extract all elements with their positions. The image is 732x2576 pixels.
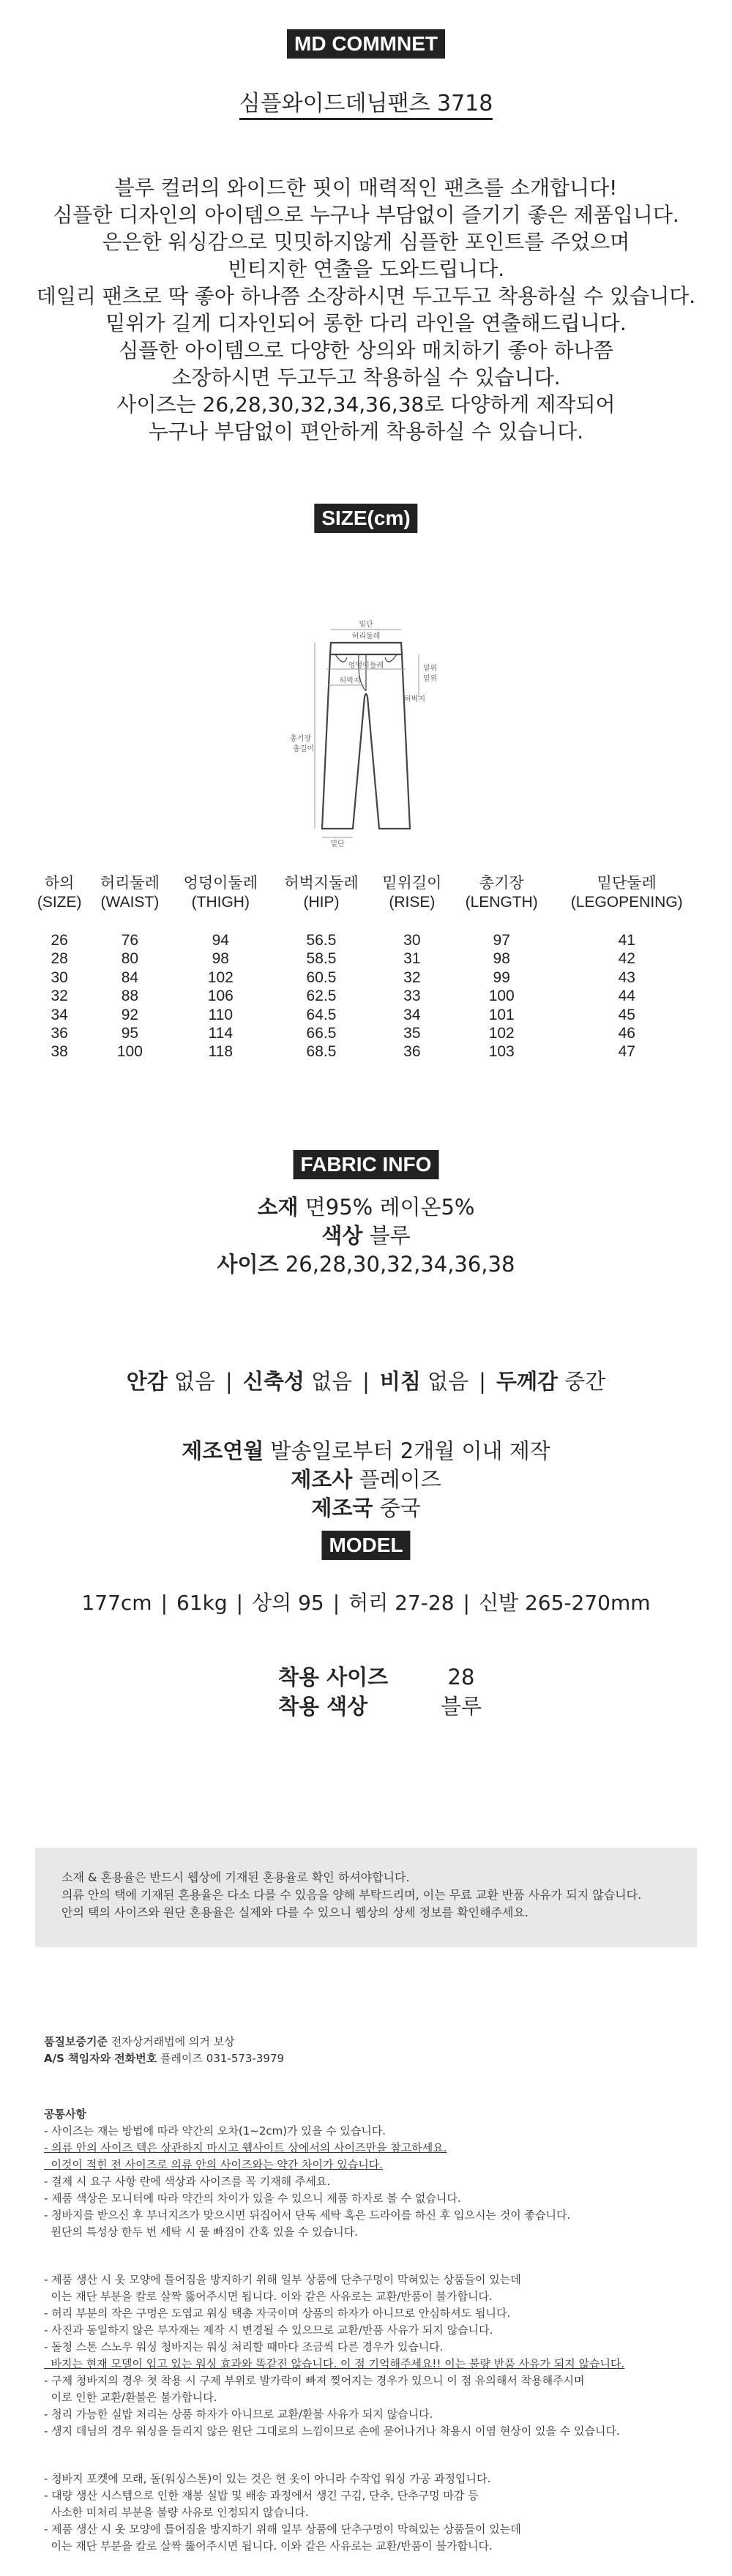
diagram-label-rise-2: 밑위 xyxy=(423,675,438,683)
table-cell: 42 xyxy=(618,950,635,968)
notice-line xyxy=(44,2504,521,2521)
table-cell: 98 xyxy=(493,950,510,968)
intro-line: 소장하시면 두고두고 착용하실 수 있습니다. xyxy=(171,365,561,389)
common-notes: 공통사항 - 사이즈는 재는 방법에 따라 약간의 오차(1~2cm)가 있을 수 있습니다. - 의류 안의 사이즈 텍은 상관하지 마시고 웹사이트 상에서의 사이즈만을 참고하세요. 이것이 적힌 전 사이즈로 의류 안의 사이즈와는 약간 차이가 있습니다. - 결제 시 요구 사항 란에 색상과 사이즈를 꼭 기재해 주세요. - 제품 색상은 모니터에 따라 약간의 차이가 있을 수 있으니 제품 하자로 볼 수 없습니다. - 청바지를 받으신 후 부너지즈가 맞으시면 뒤집어서 단독 세탁 혹은 드라이를 하신 후 입으시는 것이 좋습니다. 원단의 특성상 한두 번 세탁 시 물 빠짐이 간혹 있을 수 있습니다. xyxy=(44,2106,570,2241)
diagram-label-thigh: 허벅지 xyxy=(339,677,361,685)
notice-text: 바지는 현재 모델이 입고 있는 워싱 효과와 똑같진 않습니다. 이 점 기억해주세요!! 이는 불량 반품 사유가 되지 않습니다. xyxy=(44,2357,625,2370)
intro-line: 은은한 워싱감으로 밋밋하지않게 심플한 포인트를 주었으며 xyxy=(102,230,630,254)
fabric-properties: 안감 없음 | 신축성 없음 | 비침 없음 | 두께감 중간 xyxy=(126,1369,606,1394)
table-row xyxy=(29,1042,703,1061)
notice-line xyxy=(44,2305,624,2322)
table-cell: 60.5 xyxy=(306,968,337,986)
table-cell: 45 xyxy=(618,1006,635,1023)
notice-line xyxy=(44,2322,624,2339)
table-cell: 56.5 xyxy=(306,932,337,949)
notice-text: 원단의 특성상 한두 번 세탁 시 물 빠짐이 간혹 있을 수 있습니다. xyxy=(44,2225,359,2239)
pants-diagram xyxy=(0,609,732,851)
table-cell: 88 xyxy=(121,988,139,1005)
size-table xyxy=(29,874,703,1061)
notice-text: 사소한 미처리 부분을 불량 사유로 인정되지 않습니다. xyxy=(44,2506,309,2519)
md-comment-header: MD COMMNET xyxy=(287,29,445,59)
table-row xyxy=(29,931,703,949)
size-table-header-cell: (THIGH) xyxy=(191,894,250,911)
table-cell: 102 xyxy=(488,1025,515,1042)
notice-text: - 구제 청바지의 경우 첫 착용 시 구제 부위로 발가락이 빠져 찢어지는 경우가 있으니 이 점 유의해서 착용해주시며 xyxy=(44,2374,585,2387)
notice-line xyxy=(44,2471,521,2487)
table-cell: 33 xyxy=(403,988,421,1005)
table-cell: 28 xyxy=(51,950,68,968)
size-table-header-cell: 엉덩이둘레 xyxy=(183,875,258,892)
table-row xyxy=(29,1024,703,1042)
table-cell: 38 xyxy=(51,1043,68,1061)
notice-line: 소재 & 혼용율은 반드시 웹상에 기재된 혼용율로 확인 하셔야합니다. xyxy=(61,1870,410,1884)
notice-text: - 결제 시 요구 사항 란에 색상과 사이즈를 꼭 기재해 주세요. xyxy=(44,2175,331,2188)
diagram-label-hip: 엉덩이둘레 xyxy=(348,662,384,670)
size-table-header-ko xyxy=(29,874,703,893)
size-table-header-cell: (HIP) xyxy=(303,894,340,911)
product-title: 심플와이드데님팬츠 3718 xyxy=(0,85,732,117)
warranty-info: 품질보증기준 전자상거래법에 의거 보상 A/S 책임자와 전화번호 플레이즈 031-573-3979 xyxy=(44,2035,285,2065)
model-wear: 착용 사이즈 28 착용 색상 블루 xyxy=(278,1665,482,1719)
notice-line xyxy=(44,2157,570,2173)
notice-line xyxy=(44,2271,624,2288)
intro-line: 블루 컬러의 와이드한 핏이 매력적인 팬츠를 소개합니다! xyxy=(114,176,618,200)
diagram-label-hem: 밑단 xyxy=(330,840,345,848)
size-table-header-cell: 하의 xyxy=(44,875,75,892)
notice-line xyxy=(44,2356,624,2372)
table-cell: 95 xyxy=(121,1025,139,1042)
table-cell: 118 xyxy=(208,1043,234,1061)
table-cell: 43 xyxy=(618,968,635,986)
notice-line xyxy=(44,2372,624,2389)
notice-line xyxy=(44,2140,570,2157)
table-cell: 35 xyxy=(403,1025,421,1042)
pants-illustration xyxy=(0,609,732,851)
table-cell: 100 xyxy=(116,1043,143,1061)
table-row xyxy=(29,968,703,987)
table-cell: 110 xyxy=(208,1006,234,1023)
notice-line xyxy=(44,2487,521,2504)
notice-line: 의류 안의 택에 기재된 혼용율은 다소 다를 수 있음을 양해 부탁드리며, 이는 무료 교환 반품 사유가 되지 않습니다. xyxy=(61,1888,642,1902)
size-table-header-cell: (WAIST) xyxy=(100,894,160,911)
diagram-label-thigh-2: 허벅지 xyxy=(404,695,425,703)
notice-line xyxy=(44,2207,570,2224)
table-cell: 76 xyxy=(121,932,139,949)
table-cell: 80 xyxy=(121,950,139,968)
size-table-header-cell: (RISE) xyxy=(389,894,436,911)
notice-line xyxy=(44,2423,624,2440)
notice-text: 이는 재단 부분을 칼로 살짝 뚫어주시면 됩니다. 이와 같은 사유로는 교환/반품이 불가합니다. xyxy=(44,2539,493,2553)
notice-text: 이로 인한 교환/환불은 불가합니다. xyxy=(44,2391,217,2404)
size-header: SIZE(cm) xyxy=(314,504,417,533)
fabric-color: 색상 블루 xyxy=(321,1223,411,1248)
intro-line: 밑위가 길게 디자인되어 롱한 다리 라인을 연출해드립니다. xyxy=(105,311,627,335)
table-row xyxy=(29,1006,703,1024)
table-cell: 62.5 xyxy=(306,988,337,1005)
table-cell: 98 xyxy=(212,950,229,968)
size-table-header-cell: 총기장 xyxy=(479,875,524,892)
table-cell: 34 xyxy=(51,1006,68,1023)
table-cell: 84 xyxy=(121,968,139,986)
table-cell: 58.5 xyxy=(306,950,337,968)
intro-line: 빈티지한 연출을 도와드립니다. xyxy=(227,257,505,281)
notice-line: 안의 택의 사이즈와 원단 혼용율은 실제와 다를 수 있으니 웹상의 상세 정보를 확인해주세요. xyxy=(61,1905,529,1919)
table-cell: 30 xyxy=(51,968,68,986)
notice-text: - 사이즈는 재는 방법에 따라 약간의 오차(1~2cm)가 있을 수 있습니다. xyxy=(44,2124,386,2138)
notice-line xyxy=(44,2123,570,2140)
diagram-label-rise: 밑위 xyxy=(423,665,438,673)
table-cell: 64.5 xyxy=(306,1006,337,1023)
notice-text: - 청바지 포켓에 모래, 돌(워싱스톤)이 있는 것은 헌 옷이 아니라 수작업 워싱 가공 과정입니다. xyxy=(44,2472,491,2485)
model-specs: 177cm | 61kg | 상의 95 | 허리 27-28 | 신발 265-270mm xyxy=(81,1591,651,1615)
notice-text: - 제품 생산 시 옷 모양에 틀어짐을 방지하기 위해 일부 상품에 단추구멍이 막혀있는 상품들이 있는데 xyxy=(44,2273,521,2286)
notice-line xyxy=(44,2288,624,2305)
diagram-label-top: 밑단 xyxy=(359,621,373,629)
common-notes-2 xyxy=(44,2271,624,2440)
size-table-header-en xyxy=(29,893,703,931)
notice-text: 이는 재단 부분을 칼로 살짝 뚫어주시면 됩니다. 이와 같은 사유로는 교환/반품이 불가합니다. xyxy=(44,2290,493,2303)
table-cell: 36 xyxy=(51,1025,68,1042)
table-cell: 94 xyxy=(212,932,229,949)
table-cell: 100 xyxy=(488,988,515,1005)
notice-text: 이것이 적힌 전 사이즈로 의류 안의 사이즈와는 약간 차이가 있습니다. xyxy=(44,2158,383,2171)
diagram-label-waist: 허리둘레 xyxy=(351,632,381,641)
table-cell: 102 xyxy=(207,968,234,986)
notice-line xyxy=(44,2389,624,2406)
notice-box xyxy=(35,1848,697,1947)
table-cell: 26 xyxy=(51,932,68,949)
notice-text: - 대량 생산 시스템으로 인한 재봉 실밥 및 배송 과정에서 생긴 구김, 단추, 단추구멍 마감 등 xyxy=(44,2489,479,2502)
table-row xyxy=(29,949,703,968)
table-cell: 31 xyxy=(403,950,421,968)
table-cell: 32 xyxy=(51,988,68,1005)
notice-text: - 청리 가능한 실밥 처리는 상품 하자가 아니므로 교환/환불 사유가 되지 않습니다. xyxy=(44,2408,433,2421)
notice-line xyxy=(44,2406,624,2423)
intro-text xyxy=(0,174,732,445)
notice-text: - 허리 부분의 작은 구멍은 도엽교 워싱 택총 자국이며 상품의 하자가 아니므로 안심하셔도 됩니다. xyxy=(44,2307,511,2320)
table-cell: 106 xyxy=(207,988,234,1005)
notice-text: - 사진과 동일하지 않은 부자재는 제작 시 변경될 수 있으므로 교환/반품 사유가 되지 않습니다. xyxy=(44,2323,493,2337)
size-table-header-cell: 밑단둘레 xyxy=(597,875,657,892)
size-table-header-cell: (SIZE) xyxy=(37,894,82,911)
intro-line: 심플한 아이템으로 다양한 상의와 매치하기 좋아 하나쯤 xyxy=(119,338,613,362)
table-cell: 34 xyxy=(403,1006,421,1023)
intro-line: 누구나 부담없이 편안하게 착용하실 수 있습니다. xyxy=(148,419,584,444)
fabric-header: FABRIC INFO xyxy=(294,1150,439,1179)
table-cell: 44 xyxy=(618,988,635,1005)
notice-text: - 제품 색상은 모니터에 따라 약간의 차이가 있을 수 있으니 제품 하자로 볼 수 없습니다. xyxy=(44,2192,461,2205)
fabric-size: 사이즈 26,28,30,32,34,36,38 xyxy=(217,1252,515,1277)
notice-text: - 제품 생산 시 옷 모양에 틀어짐을 방지하기 위해 일부 상품에 단추구멍이 막혀있는 상품들이 있는데 xyxy=(44,2523,521,2536)
notice-text: - 청바지를 받으신 후 부너지즈가 맞으시면 뒤집어서 단독 세탁 혹은 드라이를 하신 후 입으시는 것이 좋습니다. xyxy=(44,2209,571,2222)
table-cell: 47 xyxy=(618,1043,635,1061)
table-cell: 36 xyxy=(403,1043,421,1061)
diagram-label-length-2: 총길이 xyxy=(293,745,314,753)
notice-line xyxy=(44,2190,570,2207)
common-notes-3 xyxy=(44,2471,521,2555)
model-header: MODEL xyxy=(321,1531,410,1560)
intro-line: 데일리 팬츠로 딱 좋아 하나쯤 소장하시면 두고두고 착용하실 수 있습니다. xyxy=(36,284,696,308)
notice-text: - 돌청 스톤 스노우 워싱 청바지는 워싱 처리할 때마다 조금씩 다른 경우가 있습니다. xyxy=(44,2340,444,2353)
intro-line: 심플한 디자인의 아이템으로 누구나 부담없이 즐기기 좋은 제품입니다. xyxy=(53,203,679,227)
size-table-header-cell: 밑위길이 xyxy=(382,875,442,892)
table-cell: 46 xyxy=(618,1025,635,1042)
fabric-info xyxy=(0,1193,732,1279)
notice-line xyxy=(44,2538,521,2555)
table-cell: 32 xyxy=(403,968,421,986)
size-table-header-cell: 허리둘레 xyxy=(100,875,160,892)
table-cell: 66.5 xyxy=(306,1025,337,1042)
size-table-header-cell: (LEGOPENING) xyxy=(570,894,683,911)
table-cell: 41 xyxy=(618,932,635,949)
notice-text: - 의류 안의 사이즈 텍은 상관하지 마시고 웹사이트 상에서의 사이즈만을 참고하세요. xyxy=(44,2141,447,2154)
table-cell: 114 xyxy=(208,1025,234,1042)
table-cell: 103 xyxy=(488,1043,515,1061)
table-cell: 101 xyxy=(488,1006,515,1023)
notice-line xyxy=(44,2521,521,2538)
table-cell: 97 xyxy=(493,932,510,949)
manufacture-info: 제조연월 발송일로부터 2개월 이내 제작 제조사 플레이즈 제조국 중국 xyxy=(182,1438,550,1520)
fabric-material: 소재 면95% 레이온5% xyxy=(257,1195,475,1220)
notice-line xyxy=(44,2224,570,2241)
notice-text: - 생지 데님의 경우 워싱을 들리지 않은 원단 그대로의 느낌이므로 손에 묻어나거나 착용시 이염 현상이 있을 수 있습니다. xyxy=(44,2424,620,2438)
intro-line: 사이즈는 26,28,30,32,34,36,38로 다양하게 제작되어 xyxy=(116,392,616,417)
size-table-header-cell: 허벅지둘레 xyxy=(284,875,359,892)
notice-line xyxy=(44,2173,570,2190)
size-table-header-cell: (LENGTH) xyxy=(465,894,538,911)
table-row xyxy=(29,987,703,1005)
table-cell: 30 xyxy=(403,932,421,949)
table-cell: 92 xyxy=(121,1006,139,1023)
table-cell: 99 xyxy=(493,968,510,986)
table-cell: 68.5 xyxy=(306,1043,337,1061)
diagram-label-length: 총기장 xyxy=(290,735,311,743)
notice-line xyxy=(44,2339,624,2356)
